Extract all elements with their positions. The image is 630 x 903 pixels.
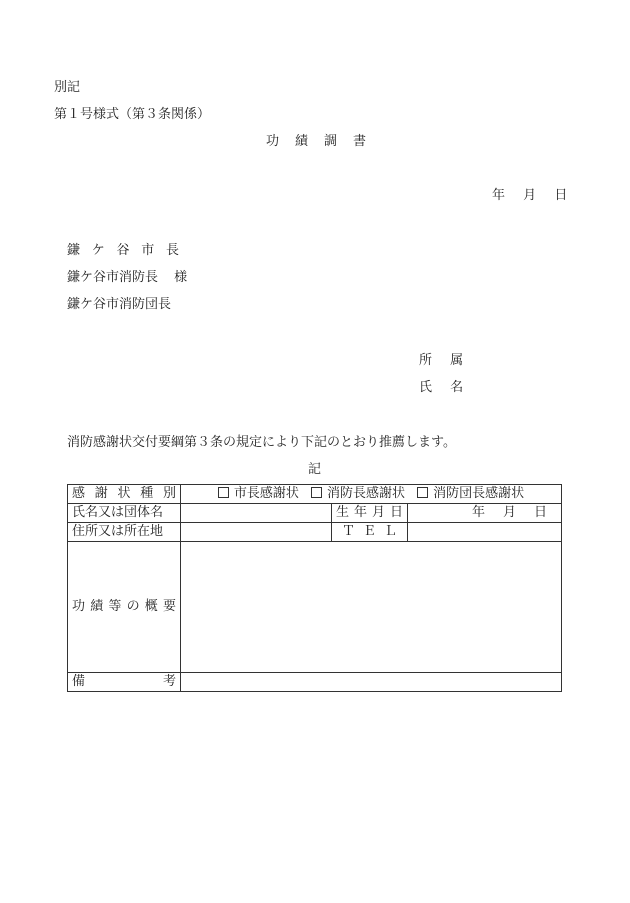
label-char: 等 bbox=[108, 599, 122, 614]
addressee-char: 市 bbox=[141, 243, 155, 258]
achievements-field[interactable] bbox=[181, 542, 562, 673]
name-char: 氏 bbox=[419, 380, 433, 395]
label-char: 備 bbox=[72, 674, 86, 689]
label-char: 月 bbox=[371, 505, 385, 520]
form-number: 第１号様式（第３条関係） bbox=[54, 107, 211, 122]
label-char: 考 bbox=[162, 674, 176, 689]
table-row-name bbox=[68, 504, 562, 523]
label-char: 日 bbox=[389, 505, 403, 520]
affiliation-char: 所 bbox=[419, 353, 433, 368]
label-char: 別 bbox=[162, 486, 176, 501]
label-char: 生 bbox=[336, 505, 350, 520]
date-day: 日 bbox=[554, 188, 568, 203]
addressee-fire-chief-label: 鎌ケ谷市消防長 bbox=[67, 270, 159, 285]
title-char: 功 bbox=[266, 134, 280, 149]
label-achievements bbox=[68, 542, 181, 673]
label-char: 状 bbox=[117, 486, 131, 501]
addressee-char: 谷 bbox=[116, 243, 130, 258]
ki-label: 記 bbox=[308, 462, 322, 477]
affiliation-char: 属 bbox=[450, 353, 464, 368]
checkbox-icon[interactable] bbox=[417, 487, 428, 498]
birth-day: 日 bbox=[533, 505, 547, 520]
document-title bbox=[266, 134, 366, 150]
label-char: 種 bbox=[140, 486, 154, 501]
label-name: 氏名又は団体名 bbox=[68, 504, 181, 523]
date-year: 年 bbox=[492, 188, 506, 203]
title-char: 績 bbox=[294, 134, 308, 149]
addressee-char: ケ bbox=[91, 243, 105, 258]
sender-affiliation bbox=[419, 353, 463, 369]
option-mayor[interactable] bbox=[218, 486, 299, 501]
label-char: 要 bbox=[162, 599, 176, 614]
date-month: 月 bbox=[523, 188, 537, 203]
label-char: 功 bbox=[72, 599, 86, 614]
bekki-label: 別記 bbox=[54, 80, 81, 95]
addressee-char: 長 bbox=[165, 243, 179, 258]
label-char: 感 bbox=[72, 486, 86, 501]
table-row-commendation-type bbox=[68, 485, 562, 504]
label-remarks bbox=[68, 673, 181, 692]
label-birthdate bbox=[332, 504, 408, 523]
date-line bbox=[492, 188, 567, 204]
label-address: 住所又は所在地 bbox=[68, 523, 181, 542]
title-char: 書 bbox=[352, 134, 366, 149]
commendation-form-table bbox=[67, 484, 562, 692]
option-label: 消防団長感謝状 bbox=[433, 486, 525, 501]
label-tel bbox=[332, 523, 408, 542]
addressee-fire-chief bbox=[67, 270, 187, 286]
commendation-type-options bbox=[181, 485, 562, 504]
label-char: 謝 bbox=[94, 486, 108, 501]
recommendation-text: 消防感謝状交付要綱第３条の規定により下記のとおり推薦します。 bbox=[67, 435, 456, 450]
name-char: 名 bbox=[450, 380, 464, 395]
label-char: 年 bbox=[353, 505, 367, 520]
label-char: Ｔ bbox=[342, 524, 356, 539]
option-label: 市長感謝状 bbox=[233, 486, 299, 501]
tel-field[interactable] bbox=[408, 523, 562, 542]
title-char: 調 bbox=[323, 134, 337, 149]
addressee-fire-corps-chief: 鎌ケ谷市消防団長 bbox=[67, 297, 172, 312]
table-row-remarks bbox=[68, 673, 562, 692]
addressee-char: 鎌 bbox=[67, 243, 81, 258]
label-char: Ｅ bbox=[362, 524, 376, 539]
option-label: 消防長感謝状 bbox=[326, 486, 405, 501]
address-field[interactable] bbox=[181, 523, 332, 542]
label-char: の bbox=[126, 599, 140, 614]
birth-month: 月 bbox=[502, 505, 516, 520]
label-char: 績 bbox=[90, 599, 104, 614]
option-fire-chief[interactable] bbox=[311, 486, 405, 501]
table-row-achievements bbox=[68, 542, 562, 673]
birth-year: 年 bbox=[471, 505, 485, 520]
name-field[interactable] bbox=[181, 504, 332, 523]
birthdate-field[interactable] bbox=[408, 504, 562, 523]
label-char: 概 bbox=[144, 599, 158, 614]
table-row-address bbox=[68, 523, 562, 542]
remarks-field[interactable] bbox=[181, 673, 562, 692]
option-fire-corps-chief[interactable] bbox=[417, 486, 524, 501]
checkbox-icon[interactable] bbox=[218, 487, 229, 498]
honorific: 様 bbox=[174, 270, 188, 285]
label-commendation-type bbox=[68, 485, 181, 504]
label-char: Ｌ bbox=[383, 524, 397, 539]
checkbox-icon[interactable] bbox=[311, 487, 322, 498]
addressee-mayor bbox=[67, 243, 179, 259]
sender-name bbox=[419, 380, 463, 396]
